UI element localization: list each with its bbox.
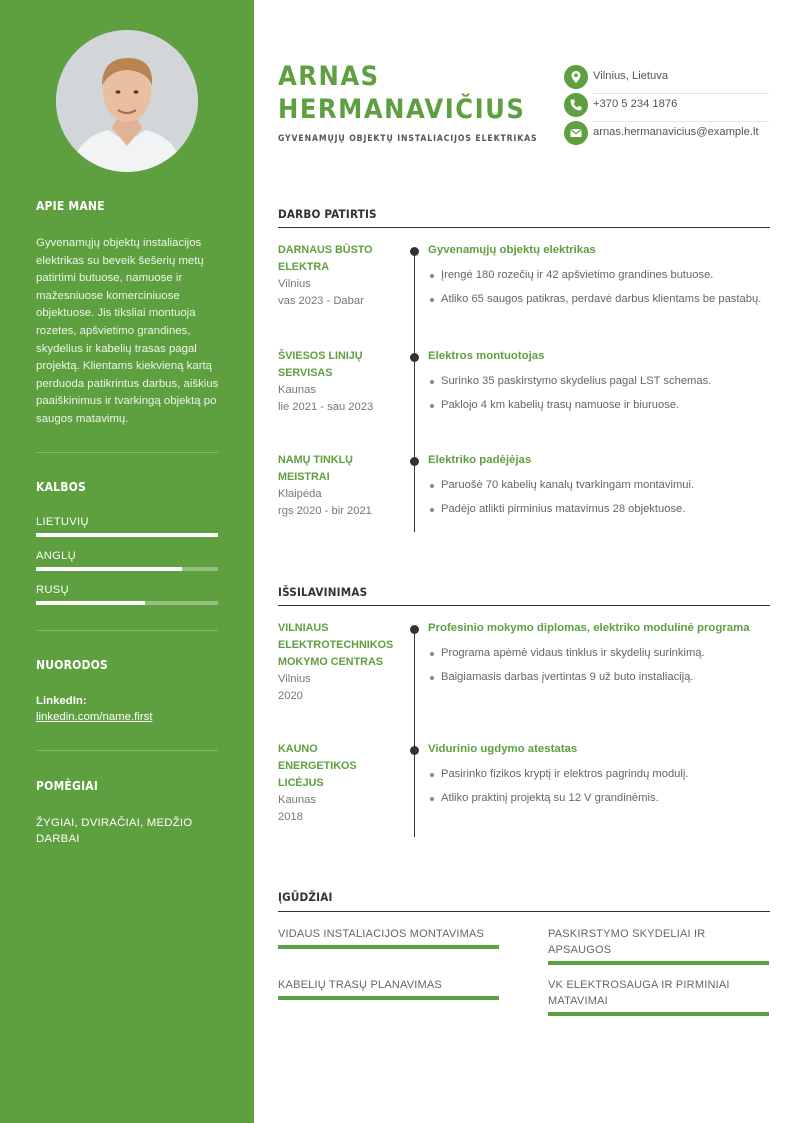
education-bullet: Programa apėmė vidaus tinklus ir skydelių surinkimą.	[428, 646, 763, 661]
experience-heading: DARBO PATIRTIS	[278, 207, 377, 221]
location-pin-icon	[564, 65, 588, 89]
last-name: HERMANAVIČIUS	[278, 94, 526, 125]
contact-location	[564, 64, 769, 92]
employer-name: SERVISAS	[278, 367, 333, 379]
experience-entry-info	[278, 242, 398, 310]
school-name: MOKYMO CENTRAS	[278, 656, 383, 668]
phone-text: +370 5 234 1876	[593, 98, 678, 110]
employer-city: Kaunas	[278, 384, 316, 396]
linkedin-link[interactable]: linkedin.com/name.first	[36, 711, 153, 723]
school-name: ELEKTROTECHNIKOS	[278, 639, 394, 651]
timeline-dot	[410, 625, 419, 634]
skill-item	[548, 926, 769, 965]
degree-title: Vidurinio ugdymo atestatas	[428, 743, 578, 755]
school-city: Vilnius	[278, 673, 311, 685]
skill-item	[278, 977, 499, 1000]
profile-photo	[56, 30, 198, 172]
graduation-year: 2018	[278, 811, 303, 823]
section-rule	[278, 227, 770, 228]
sidebar	[0, 0, 254, 1123]
email-text[interactable]: arnas.hermanavicius@example.lt	[593, 126, 759, 138]
skill-name: MATAVIMAI	[548, 995, 608, 1007]
skills-heading: ĮGŪDŽIAI	[278, 890, 333, 904]
employer-city: Klaipėda	[278, 488, 322, 500]
timeline-dot	[410, 746, 419, 755]
section-rule	[278, 605, 770, 606]
degree-title: Profesinio mokymo diplomas, elektriko modulinė programa	[428, 622, 750, 634]
school-name: VILNIAUS	[278, 622, 329, 634]
employer-name: ELEKTRA	[278, 261, 329, 273]
achievement-bullet: Surinko 35 paskirstymo skydelius pagal LST schemas.	[428, 374, 763, 389]
linkedin-label: LinkedIn:	[36, 695, 87, 707]
achievement-bullet: Paruošė 70 kabelių kanalų tvarkingam montavimui.	[428, 478, 763, 493]
language-level-fill	[36, 567, 182, 571]
language-level-bar	[36, 533, 218, 537]
timeline-line	[414, 251, 415, 532]
education-bullet: Baigiamasis darbas įvertintas 9 už buto instaliaciją.	[428, 670, 763, 685]
employer-name: DARNAUS BŪSTO	[278, 244, 373, 256]
education-entry-info	[278, 741, 398, 826]
employer-name: MEISTRAI	[278, 471, 330, 483]
experience-entry-info	[278, 348, 398, 416]
skill-bar	[548, 961, 769, 965]
sidebar-divider	[36, 630, 218, 631]
employer-name: NAMŲ TINKLŲ	[278, 454, 353, 466]
languages-heading: KALBOS	[36, 480, 86, 494]
skill-bar	[548, 1012, 769, 1016]
skill-item	[278, 926, 499, 949]
job-role: Gyvenamųjų objektų elektrikas	[428, 244, 596, 256]
employer-name: ŠVIESOS LINIJŲ	[278, 350, 363, 362]
language-name: ANGLŲ	[36, 550, 77, 562]
first-name: ARNAS	[278, 61, 380, 92]
education-bullet: Pasirinko fizikos kryptį ir elektros pagrindų modulį.	[428, 767, 763, 782]
about-heading: APIE MANE	[36, 199, 105, 213]
employment-dates: vas 2023 - Dabar	[278, 295, 364, 307]
links-heading: NUORODOS	[36, 658, 108, 672]
timeline-dot	[410, 247, 419, 256]
phone-icon	[564, 93, 588, 117]
job-role: Elektros montuotojas	[428, 350, 545, 362]
section-rule	[278, 911, 770, 912]
timeline-line	[414, 629, 415, 837]
language-level-fill	[36, 601, 145, 605]
timeline-dot	[410, 353, 419, 362]
language-level-bar	[36, 567, 218, 571]
skill-name: VIDAUS INSTALIACIJOS MONTAVIMAS	[278, 928, 485, 940]
school-city: Kaunas	[278, 794, 316, 806]
employment-dates: rgs 2020 - bir 2021	[278, 505, 372, 517]
sidebar-divider	[36, 452, 218, 453]
skill-name: KABELIŲ TRASŲ PLANAVIMAS	[278, 979, 442, 991]
language-item	[36, 550, 218, 571]
school-name: LICĖJUS	[278, 777, 324, 789]
sidebar-divider	[36, 750, 218, 751]
hobbies-heading: POMĖGIAI	[36, 779, 99, 793]
skill-name: APSAUGOS	[548, 944, 612, 956]
full-name	[278, 60, 525, 126]
achievement-bullet: Įrengė 180 rozečių ir 42 apšvietimo grandines butuose.	[428, 268, 763, 283]
location-text: Vilnius, Lietuva	[593, 70, 669, 82]
skill-bar	[278, 945, 499, 949]
timeline-dot	[410, 457, 419, 466]
employer-city: Vilnius	[278, 278, 311, 290]
job-title: GYVENAMŲJŲ OBJEKTŲ INSTALIACIJOS ELEKTRIKAS	[278, 134, 538, 144]
employment-dates: lie 2021 - sau 2023	[278, 401, 374, 413]
education-bullet: Atliko praktinį projektą su 12 V grandinėmis.	[428, 791, 763, 806]
skill-item	[548, 977, 769, 1016]
language-name: LIETUVIŲ	[36, 516, 89, 528]
about-text: Gyvenamųjų objektų instaliacijos elektrikas su beveik šešerių metų patirtimi butuose, namuose ir mažesniuose komerciniuose objektuose. Jis tiksliai montuoja rozetes, apšvietimo grandines, skydelius ir kabelių trasas pagal projektą. Klientams kiekvieną kartą perduoda patikrintus darbus, aiškius paaiškinimus ir tvarkingą objektą po saugos matavimų.	[36, 237, 219, 425]
graduation-year: 2020	[278, 690, 303, 702]
language-item	[36, 516, 218, 537]
skill-bar	[278, 996, 499, 1000]
language-item	[36, 584, 218, 605]
language-level-fill	[36, 533, 218, 537]
language-level-bar	[36, 601, 218, 605]
achievement-bullet: Padėjo atlikti pirminius matavimus 28 objektuose.	[428, 502, 763, 517]
achievement-bullet: Atliko 65 saugos patikras, perdavė darbus klientams be pastabų.	[428, 292, 763, 307]
hobbies-text: ŽYGIAI, DVIRAČIAI, MEDŽIO DARBAI	[36, 817, 193, 845]
email-icon	[564, 121, 588, 145]
skill-name: VK ELEKTROSAUGA IR PIRMINIAI	[548, 979, 730, 991]
achievement-bullet: Paklojo 4 km kabelių trasų namuose ir biuruose.	[428, 398, 763, 413]
school-name: ENERGETIKOS	[278, 760, 357, 772]
skill-name: PASKIRSTYMO SKYDELIAI IR	[548, 928, 706, 940]
experience-entry-info	[278, 452, 398, 520]
job-role: Elektriko padėjėjas	[428, 454, 532, 466]
school-name: KAUNO	[278, 743, 318, 755]
language-name: RUSŲ	[36, 584, 69, 596]
contact-phone	[564, 92, 769, 120]
education-entry-info	[278, 620, 398, 705]
education-heading: IŠSILAVINIMAS	[278, 585, 368, 599]
contact-email	[564, 120, 769, 148]
